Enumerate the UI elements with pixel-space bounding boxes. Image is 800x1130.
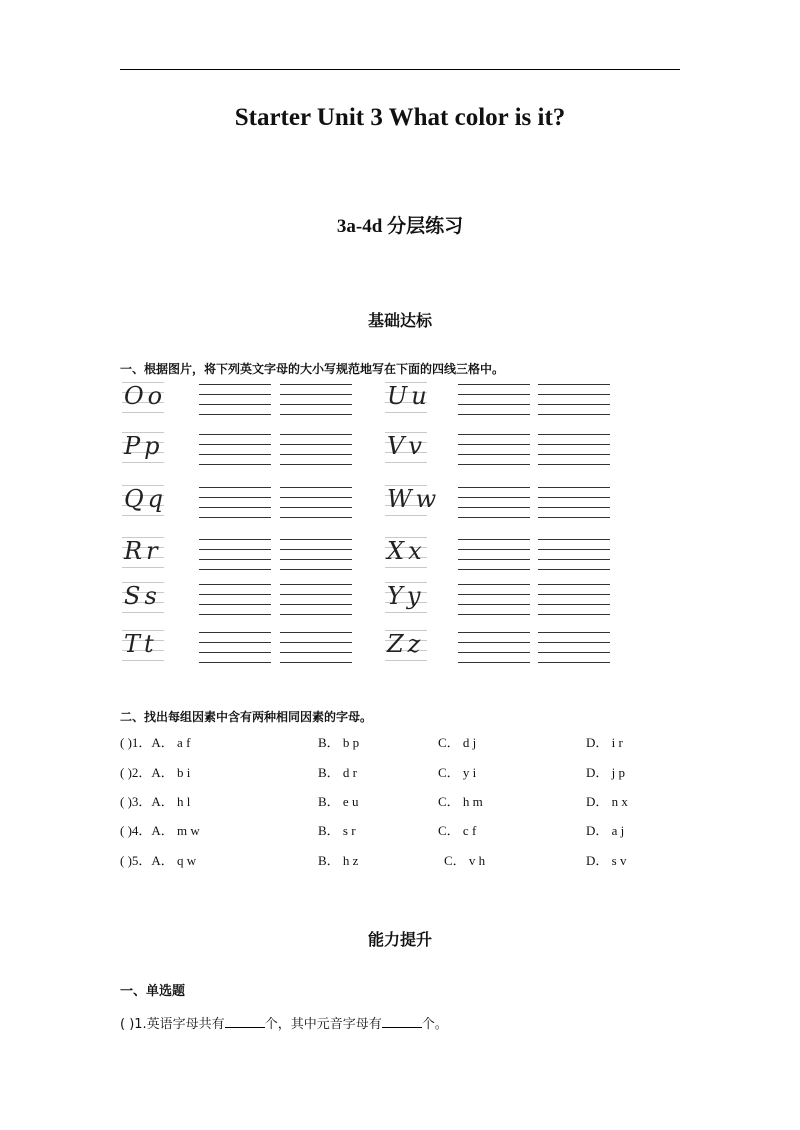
letter-sample-q: [122, 481, 168, 521]
writing-grid-1[interactable]: [199, 487, 271, 523]
option-b[interactable]: B． s r: [318, 823, 356, 838]
letter-sample-text: Tt: [124, 630, 158, 658]
question-2-item: [120, 850, 680, 868]
writing-grid-2[interactable]: [280, 539, 352, 575]
top-rule: [120, 69, 680, 70]
letter-sample-text: Uu: [387, 382, 431, 410]
option-d[interactable]: D． s v: [586, 853, 627, 868]
letter-sample-text: Ww: [387, 485, 441, 513]
question-2-item: [120, 732, 680, 750]
answer-blank-1[interactable]: [225, 1026, 265, 1028]
writing-grid-2[interactable]: [538, 539, 610, 575]
letter-sample-s: [122, 578, 164, 618]
option-b[interactable]: B． b p: [318, 735, 360, 750]
writing-grid-1[interactable]: [458, 487, 530, 523]
writing-grid-1[interactable]: [199, 584, 271, 620]
writing-grid-2[interactable]: [280, 434, 352, 470]
writing-grid-1[interactable]: [199, 539, 271, 575]
answer-blank-2[interactable]: [382, 1026, 422, 1028]
writing-grid-1[interactable]: [199, 632, 271, 668]
writing-grid-2[interactable]: [280, 584, 352, 620]
question-2-item: [120, 762, 680, 780]
letter-sample-text: Oo: [124, 382, 167, 410]
letter-sample-r: [122, 533, 164, 573]
letter-sample-v: [385, 428, 427, 468]
writing-grid-1[interactable]: [458, 384, 530, 420]
option-c[interactable]: C． v h: [444, 853, 486, 868]
writing-grid-1[interactable]: [199, 384, 271, 420]
question-text-part1: ( )1.英语字母共有: [120, 1017, 225, 1032]
question-text-part3: 个。: [421, 1017, 448, 1032]
question-2-title: 二、找出每组因素中含有两种相同因素的字母。: [120, 710, 373, 724]
letter-sample-text: Qq: [124, 485, 168, 513]
letter-sample-y: [385, 578, 427, 618]
letter-sample-text: Pp: [124, 432, 164, 460]
writing-grid-1[interactable]: [199, 434, 271, 470]
writing-grid-2[interactable]: [538, 487, 610, 523]
option-c[interactable]: C． h m: [438, 794, 483, 809]
writing-grid-1[interactable]: [458, 539, 530, 575]
item-number-option-a[interactable]: ( )4．A． m w: [120, 823, 200, 838]
item-number-option-a[interactable]: ( )1．A． a f: [120, 735, 191, 750]
letter-sample-text: Vv: [387, 432, 426, 460]
option-c[interactable]: C． c f: [438, 823, 477, 838]
item-number-option-a[interactable]: ( )5．A． q w: [120, 853, 197, 868]
question-1-title: 一、根据图片，将下列英文字母的大小写规范地写在下面的四线三格中。: [120, 362, 505, 376]
question-2-item: [120, 791, 680, 809]
letter-sample-o: [122, 378, 167, 418]
single-choice-title: 一、单选题: [120, 984, 186, 999]
writing-grid-1[interactable]: [458, 584, 530, 620]
writing-grid-1[interactable]: [458, 632, 530, 668]
option-c[interactable]: C． y i: [438, 765, 477, 780]
letter-sample-text: Rr: [124, 537, 162, 565]
page-subtitle: 3a-4d 分层练习: [336, 216, 464, 237]
section-heading-basic: 基础达标: [367, 311, 432, 330]
letter-sample-text: Yy: [387, 582, 425, 610]
letter-sample-text: Zz: [387, 630, 425, 658]
question-2-item: [120, 820, 680, 838]
question-text-part2: 个，其中元音字母有: [264, 1017, 382, 1032]
option-c[interactable]: C． d j: [438, 735, 477, 750]
writing-grid-2[interactable]: [538, 584, 610, 620]
writing-grid-2[interactable]: [538, 632, 610, 668]
writing-grid-2[interactable]: [538, 384, 610, 420]
option-d[interactable]: D． a j: [586, 823, 625, 838]
letter-sample-z: [385, 626, 427, 666]
letter-sample-t: [122, 626, 164, 666]
section-heading-advanced: 能力提升: [367, 930, 432, 949]
letter-sample-text: Ss: [124, 582, 161, 610]
letter-sample-w: [385, 481, 441, 521]
writing-grid-2[interactable]: [280, 384, 352, 420]
option-b[interactable]: B． d r: [318, 765, 358, 780]
writing-grid-1[interactable]: [458, 434, 530, 470]
letter-sample-x: [385, 533, 427, 573]
page-title: Starter Unit 3 What color is it?: [234, 104, 566, 131]
single-choice-question-1: [120, 1013, 448, 1032]
option-b[interactable]: B． h z: [318, 853, 359, 868]
item-number-option-a[interactable]: ( )3．A． h l: [120, 794, 191, 809]
letter-sample-text: Xx: [387, 537, 426, 565]
option-d[interactable]: D． n x: [586, 794, 628, 809]
item-number-option-a[interactable]: ( )2．A． b i: [120, 765, 191, 780]
writing-grid-2[interactable]: [280, 487, 352, 523]
option-b[interactable]: B． e u: [318, 794, 359, 809]
writing-grid-2[interactable]: [538, 434, 610, 470]
letter-sample-p: [122, 428, 164, 468]
letter-sample-u: [385, 378, 431, 418]
option-d[interactable]: D． i r: [586, 735, 623, 750]
writing-grid-2[interactable]: [280, 632, 352, 668]
option-d[interactable]: D． j p: [586, 765, 626, 780]
